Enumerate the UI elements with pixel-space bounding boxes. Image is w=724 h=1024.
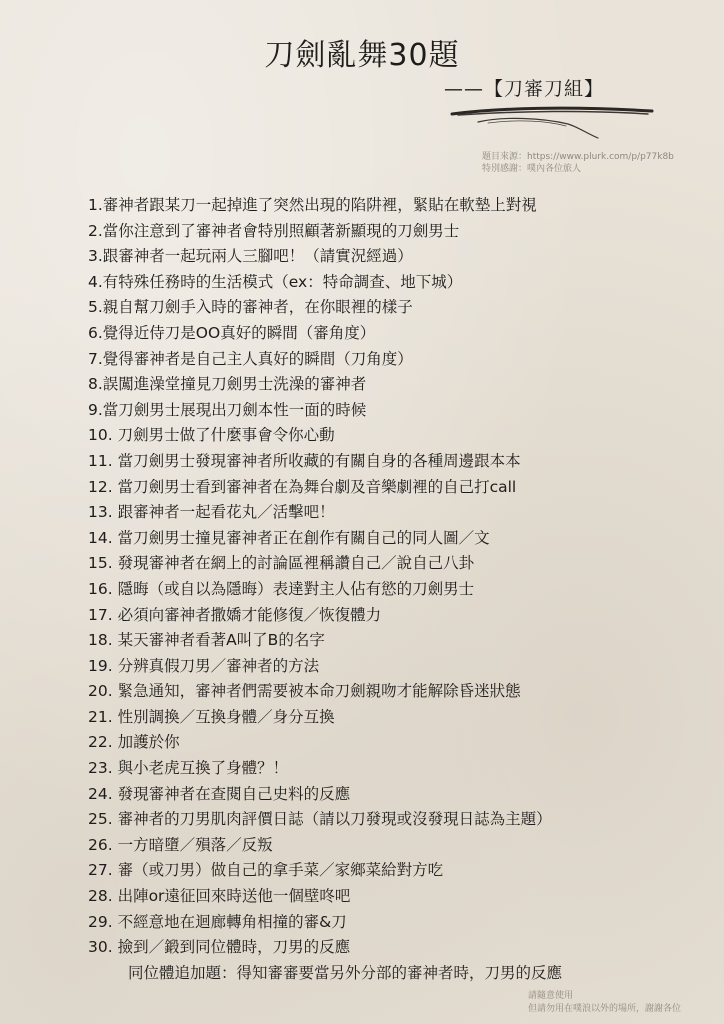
bonus-question: 同位體追加題：得知審審要當另外分部的審神者時，刀男的反應 bbox=[128, 963, 563, 982]
question-item: 4.有特殊任務時的生活模式（ex：特命調查、地下城） bbox=[88, 272, 463, 291]
question-item: 8.誤闖進澡堂撞見刀劍男士洗澡的審神者 bbox=[88, 375, 367, 394]
question-item: 12. 當刀劍男士看到審神者在為舞台劇及音樂劇裡的自己打call bbox=[88, 477, 517, 496]
usage-note bbox=[528, 990, 681, 1016]
question-item: 21. 性別調換／互換身體／身分互換 bbox=[88, 707, 335, 726]
source-line: 題目來源：https://www.plurk.com/p/p77k8b bbox=[482, 152, 674, 162]
question-item: 29. 不經意地在迴廊轉角相撞的審&刀 bbox=[88, 912, 347, 931]
question-item: 24. 發現審神者在查閱自己史料的反應 bbox=[88, 784, 351, 803]
question-item: 7.覺得審神者是自己主人真好的瞬間（刀角度） bbox=[88, 349, 413, 368]
thanks-line: 特別感謝：噗內各位旅人 bbox=[482, 164, 582, 174]
question-item: 1.審神者跟某刀一起掉進了突然出現的陷阱裡，緊貼在軟墊上對視 bbox=[88, 196, 537, 214]
question-item: 26. 一方暗墮／殞落／反叛 bbox=[88, 835, 273, 854]
question-item: 19. 分辨真假刀男／審神者的方法 bbox=[88, 656, 320, 675]
question-item: 30. 撿到／鍛到同位體時，刀男的反應 bbox=[88, 938, 351, 957]
source-credits bbox=[482, 151, 674, 175]
page-subtitle: ——【刀審刀組】 bbox=[444, 78, 605, 100]
question-item: 10. 刀劍男士做了什麼事會令你心動 bbox=[88, 426, 335, 445]
question-item: 13. 跟審神者一起看花丸／活擊吧！ bbox=[88, 503, 335, 522]
usage-line: 請隨意使用 bbox=[528, 991, 574, 1001]
question-item: 3.跟審神者一起玩兩人三腳吧！（請實況經過） bbox=[88, 247, 413, 266]
question-item: 18. 某天審神者看著A叫了B的名字 bbox=[88, 631, 325, 650]
usage-restriction-line: 但請勿用在噗浪以外的場所，謝謝各位 bbox=[528, 1004, 682, 1014]
question-item: 9.當刀劍男士展現出刀劍本性一面的時候 bbox=[88, 400, 367, 419]
question-item: 20. 緊急通知，審神者們需要被本命刀劍親吻才能解除昏迷狀態 bbox=[88, 682, 521, 701]
question-item: 27. 審（或刀男）做自己的拿手菜／家鄉菜給對方吃 bbox=[88, 861, 444, 880]
question-item: 15. 發現審神者在網上的討論區裡稱讚自己／說自己八卦 bbox=[88, 554, 475, 573]
question-item: 22. 加護於你 bbox=[88, 733, 180, 752]
question-item: 11. 當刀劍男士發現審神者所收藏的有關自身的各種周邊跟本本 bbox=[88, 451, 521, 470]
question-item: 5.親自幫刀劍手入時的審神者，在你眼裡的樣子 bbox=[88, 298, 413, 317]
question-item: 17. 必須向審神者撒嬌才能修復／恢復體力 bbox=[88, 605, 382, 624]
question-list bbox=[88, 193, 562, 986]
question-item: 14. 當刀劍男士撞見審神者正在創作有關自己的同人圖／文 bbox=[88, 528, 490, 547]
question-item: 16. 隱晦（或自以為隱晦）表達對主人佔有慾的刀劍男士 bbox=[88, 579, 475, 598]
page-title: 刀劍亂舞30題 bbox=[264, 38, 460, 73]
question-item: 25. 審神者的刀男肌肉評價日誌（請以刀發現或沒發現日誌為主題） bbox=[88, 810, 552, 829]
brush-stroke-decoration bbox=[448, 102, 658, 142]
question-item: 2.當你注意到了審神者會特別照顧著新顯現的刀劍男士 bbox=[88, 221, 460, 240]
question-item: 23. 與小老虎互換了身體？！ bbox=[88, 759, 289, 778]
question-item: 28. 出陣or遠征回來時送他一個壁咚吧 bbox=[88, 887, 351, 906]
question-item: 6.覺得近侍刀是OO真好的瞬間（審角度） bbox=[88, 323, 376, 342]
